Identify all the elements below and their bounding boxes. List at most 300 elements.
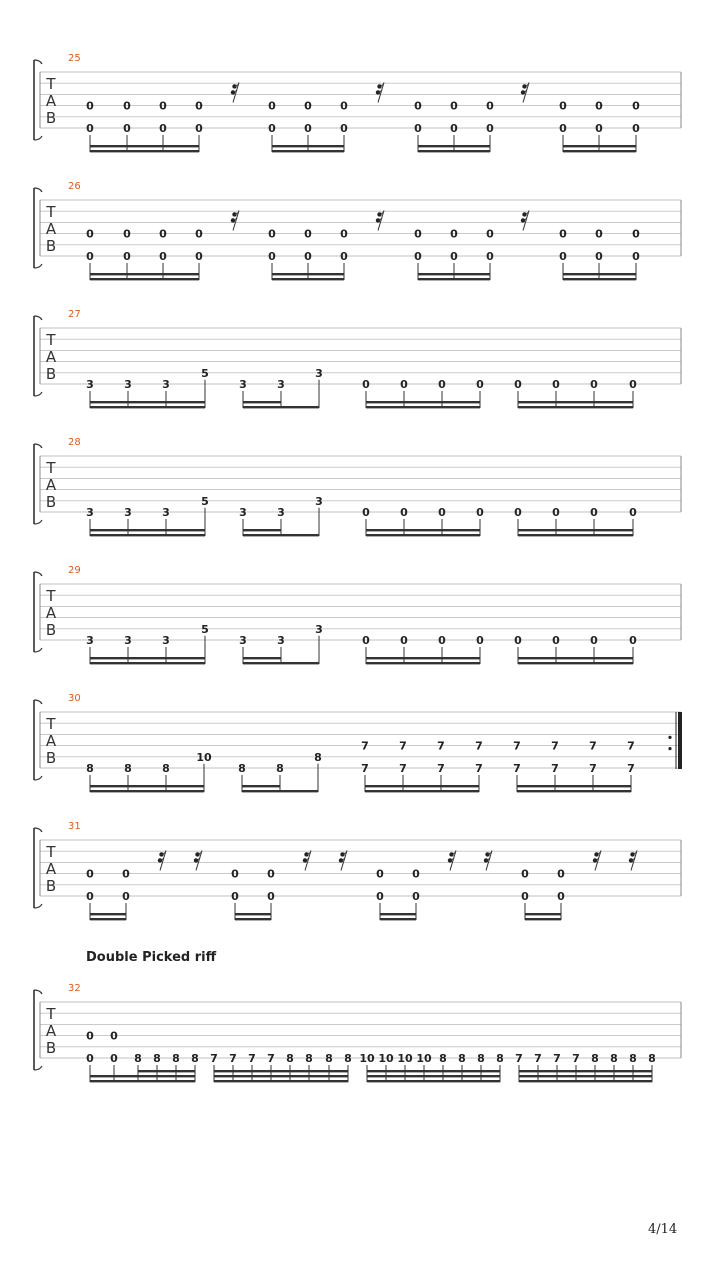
fret-number: 7: [627, 762, 635, 775]
fret-number: 0: [123, 122, 131, 135]
fret-number: 3: [277, 506, 285, 519]
tab-clef-letter: T: [46, 75, 56, 93]
tab-system-28: [34, 437, 681, 536]
fret-number: 3: [124, 634, 132, 647]
system-bracket-top: [34, 188, 42, 192]
fret-number: 0: [595, 122, 603, 135]
fret-number: 0: [340, 99, 348, 113]
fret-number: 8: [153, 1052, 161, 1065]
beam-primary: [243, 662, 319, 664]
beam-primary: [563, 150, 636, 152]
sixteenth-rest-icon: [521, 82, 529, 102]
beam-secondary: [90, 145, 199, 147]
fret-number: 0: [400, 378, 408, 391]
fret-number: 3: [239, 378, 247, 391]
measure-number: 29: [68, 565, 81, 576]
fret-number: 0: [595, 99, 603, 113]
fret-number: 0: [268, 99, 276, 113]
fret-number: 0: [590, 378, 598, 391]
fret-number: 0: [195, 122, 203, 135]
fret-number: 10: [378, 1052, 394, 1065]
fret-number: 0: [486, 250, 494, 263]
beam-secondary: [235, 913, 271, 915]
beam-primary: [214, 1080, 348, 1082]
section-label-double-picked-riff: Double Picked riff: [86, 950, 217, 965]
tab-clef-letter: A: [45, 92, 57, 110]
beam-secondary: [243, 529, 281, 531]
beam-primary: [380, 918, 416, 920]
beam-tertiary: [519, 1070, 652, 1072]
beam-secondary: [380, 913, 416, 915]
fret-number: 8: [276, 762, 284, 775]
fret-number: 0: [340, 122, 348, 135]
measure-number: 27: [68, 309, 81, 320]
fret-number: 0: [521, 867, 529, 881]
tab-clef-letter: B: [45, 109, 57, 127]
beam-primary: [418, 278, 490, 280]
measure-number: 30: [68, 693, 81, 704]
fret-number: 0: [632, 122, 640, 135]
fret-number: 0: [267, 867, 275, 881]
fret-number: 0: [86, 250, 94, 263]
fret-number: 7: [589, 762, 597, 775]
beam-primary: [366, 534, 480, 536]
fret-number: 0: [86, 227, 94, 241]
fret-number: 8: [124, 762, 132, 775]
beam-primary: [242, 790, 318, 792]
fret-number: 3: [315, 622, 323, 636]
fret-number: 8: [305, 1052, 313, 1065]
beam-secondary: [517, 785, 631, 787]
measure-number: 32: [68, 983, 81, 994]
fret-number: 0: [552, 634, 560, 647]
tab-clef-letter: T: [46, 843, 56, 861]
fret-number: 0: [412, 867, 420, 881]
fret-number: 0: [559, 122, 567, 135]
fret-number: 0: [632, 250, 640, 263]
fret-number: 0: [86, 867, 94, 881]
fret-number: 8: [86, 762, 94, 775]
system-bracket-bottom: [34, 520, 42, 524]
fret-number: 3: [277, 378, 285, 391]
beam-secondary: [272, 145, 344, 147]
fret-number: 0: [486, 122, 494, 135]
fret-number: 0: [110, 1052, 118, 1065]
tab-clef-icon: [45, 459, 56, 511]
fret-number: 7: [229, 1052, 237, 1065]
fret-number: 0: [122, 890, 130, 903]
fret-number: 8: [439, 1052, 447, 1065]
measure-number: 31: [68, 821, 81, 832]
tab-clef-letter: T: [46, 331, 56, 349]
fret-number: 0: [595, 227, 603, 241]
beam-primary: [243, 406, 319, 408]
fret-number: 0: [559, 227, 567, 241]
fret-number: 8: [191, 1052, 199, 1065]
tab-clef-letter: A: [45, 220, 57, 238]
fret-number: 0: [632, 227, 640, 241]
beam-primary: [90, 790, 204, 792]
repeat-dot: [668, 736, 671, 739]
system-bracket-bottom: [34, 904, 42, 908]
tab-clef-icon: [45, 203, 56, 255]
fret-number: 0: [476, 634, 484, 647]
beam-primary: [90, 534, 205, 536]
fret-number: 3: [315, 366, 323, 380]
fret-number: 10: [196, 750, 212, 764]
fret-number: 0: [304, 99, 312, 113]
fret-number: 3: [86, 506, 94, 519]
fret-number: 8: [458, 1052, 466, 1065]
tab-clef-letter: T: [46, 715, 56, 733]
sixteenth-rest-icon: [484, 850, 492, 870]
fret-number: 0: [376, 867, 384, 881]
fret-number: 7: [627, 739, 635, 753]
fret-number: 0: [304, 227, 312, 241]
sixteenth-rest-icon: [629, 850, 637, 870]
beam-tertiary: [367, 1070, 500, 1072]
system-bracket-bottom: [34, 136, 42, 140]
beam-secondary: [90, 273, 199, 275]
fret-number: 0: [340, 250, 348, 263]
fret-number: 0: [376, 890, 384, 903]
fret-number: 7: [513, 762, 521, 775]
beam-primary: [525, 918, 561, 920]
fret-number: 0: [521, 890, 529, 903]
fret-number: 8: [648, 1052, 656, 1065]
beam-primary: [243, 534, 319, 536]
fret-number: 0: [86, 99, 94, 113]
tab-system-25: [34, 53, 681, 152]
fret-number: 7: [399, 762, 407, 775]
fret-number: 10: [416, 1052, 432, 1065]
fret-number: 0: [86, 1052, 94, 1065]
fret-number: 0: [450, 227, 458, 241]
fret-number: 0: [438, 634, 446, 647]
tab-clef-letter: A: [45, 732, 57, 750]
tab-clef-letter: B: [45, 749, 57, 767]
fret-number: 0: [557, 890, 565, 903]
tab-clef-icon: [45, 715, 56, 767]
beam-primary: [418, 150, 490, 152]
beam-secondary: [418, 145, 490, 147]
beam-primary: [90, 150, 199, 152]
fret-number: 0: [231, 867, 239, 881]
tab-clef-letter: B: [45, 621, 57, 639]
tab-clef-letter: A: [45, 860, 57, 878]
fret-number: 0: [514, 378, 522, 391]
tab-clef-icon: [45, 587, 56, 639]
beam-secondary: [525, 913, 561, 915]
fret-number: 0: [110, 1029, 118, 1043]
beam-primary: [90, 662, 205, 664]
beam-secondary: [272, 273, 344, 275]
beam-secondary: [518, 657, 633, 659]
fret-number: 0: [486, 227, 494, 241]
tab-system-29: [34, 565, 681, 664]
beam-primary: [563, 278, 636, 280]
tab-clef-letter: B: [45, 877, 57, 895]
fret-number: 0: [629, 506, 637, 519]
beam-primary: [90, 278, 199, 280]
fret-number: 7: [475, 762, 483, 775]
beam-tertiary: [214, 1070, 348, 1072]
fret-number: 0: [195, 99, 203, 113]
fret-number: 0: [340, 227, 348, 241]
sixteenth-rest-icon: [231, 82, 239, 102]
tab-clef-letter: T: [46, 587, 56, 605]
fret-number: 3: [124, 506, 132, 519]
sixteenth-rest-icon: [194, 850, 202, 870]
tab-clef-letter: T: [46, 1005, 56, 1023]
fret-number: 0: [362, 634, 370, 647]
fret-number: 7: [267, 1052, 275, 1065]
fret-number: 5: [201, 622, 209, 636]
fret-number: 5: [201, 366, 209, 380]
tab-clef-letter: A: [45, 1022, 57, 1040]
system-bracket-top: [34, 700, 42, 704]
fret-number: 0: [304, 250, 312, 263]
beam-secondary: [518, 529, 633, 531]
measure-number: 26: [68, 181, 81, 192]
fret-number: 3: [162, 378, 170, 391]
fret-number: 0: [514, 634, 522, 647]
tab-clef-letter: B: [45, 237, 57, 255]
beam-secondary: [90, 401, 205, 403]
fret-number: 7: [553, 1052, 561, 1065]
fret-number: 0: [268, 250, 276, 263]
fret-number: 0: [414, 99, 422, 113]
fret-number: 7: [399, 739, 407, 753]
beam-secondary: [367, 1075, 500, 1077]
fret-number: 3: [162, 634, 170, 647]
fret-number: 0: [123, 250, 131, 263]
tab-clef-letter: B: [45, 493, 57, 511]
fret-number: 0: [159, 99, 167, 113]
fret-number: 0: [629, 634, 637, 647]
fret-number: 7: [515, 1052, 523, 1065]
fret-number: 7: [513, 739, 521, 753]
beam-secondary: [418, 273, 490, 275]
fret-number: 3: [315, 494, 323, 508]
beam-secondary: [243, 401, 281, 403]
fret-number: 8: [162, 762, 170, 775]
fret-number: 0: [438, 506, 446, 519]
beam-secondary: [90, 1075, 195, 1077]
beam-primary: [272, 278, 344, 280]
fret-number: 3: [239, 634, 247, 647]
system-bracket-top: [34, 990, 42, 994]
beam-primary: [90, 406, 205, 408]
fret-number: 0: [414, 122, 422, 135]
fret-number: 0: [450, 122, 458, 135]
beam-primary: [518, 534, 633, 536]
sixteenth-rest-icon: [376, 82, 384, 102]
sixteenth-rest-icon: [593, 850, 601, 870]
system-bracket-bottom: [34, 264, 42, 268]
fret-number: 3: [162, 506, 170, 519]
tab-clef-letter: T: [46, 459, 56, 477]
fret-number: 7: [361, 762, 369, 775]
beam-primary: [90, 918, 126, 920]
fret-number: 0: [414, 227, 422, 241]
fret-number: 0: [159, 227, 167, 241]
tab-clef-icon: [45, 331, 56, 383]
beam-secondary: [366, 657, 480, 659]
beam-primary: [272, 150, 344, 152]
beam-primary: [517, 790, 631, 792]
fret-number: 8: [172, 1052, 180, 1065]
beam-secondary: [90, 785, 204, 787]
fret-number: 5: [201, 494, 209, 508]
beam-primary: [519, 1080, 652, 1082]
beam-tertiary: [138, 1070, 195, 1072]
sixteenth-rest-icon: [339, 850, 347, 870]
sixteenth-rest-icon: [376, 210, 384, 230]
fret-number: 0: [304, 122, 312, 135]
beam-primary: [366, 662, 480, 664]
tab-clef-letter: T: [46, 203, 56, 221]
fret-number: 8: [134, 1052, 142, 1065]
tab-system-31: [34, 821, 681, 920]
measure-number: 28: [68, 437, 81, 448]
beam-primary: [367, 1080, 500, 1082]
fret-number: 7: [361, 739, 369, 753]
fret-number: 10: [397, 1052, 413, 1065]
fret-number: 7: [572, 1052, 580, 1065]
tab-clef-letter: B: [45, 365, 57, 383]
fret-number: 0: [632, 99, 640, 113]
repeat-thick-barline: [678, 712, 682, 769]
fret-number: 8: [591, 1052, 599, 1065]
fret-number: 0: [123, 99, 131, 113]
fret-number: 0: [268, 122, 276, 135]
fret-number: 8: [286, 1052, 294, 1065]
tab-system-30: [34, 693, 682, 792]
fret-number: 0: [362, 378, 370, 391]
fret-number: 0: [629, 378, 637, 391]
tab-clef-icon: [45, 75, 56, 127]
beam-secondary: [519, 1075, 652, 1077]
fret-number: 0: [159, 250, 167, 263]
fret-number: 3: [86, 378, 94, 391]
fret-number: 3: [239, 506, 247, 519]
beam-primary: [365, 790, 479, 792]
fret-number: 0: [590, 506, 598, 519]
fret-number: 0: [450, 250, 458, 263]
beam-primary: [235, 918, 271, 920]
fret-number: 8: [314, 750, 322, 764]
fret-number: 0: [122, 867, 130, 881]
beam-secondary: [365, 785, 479, 787]
fret-number: 0: [486, 99, 494, 113]
tab-system-26: [34, 181, 681, 280]
fret-number: 0: [195, 250, 203, 263]
tab-clef-icon: [45, 1005, 56, 1057]
fret-number: 0: [514, 506, 522, 519]
fret-number: 0: [557, 867, 565, 881]
tab-clef-letter: A: [45, 348, 57, 366]
fret-number: 7: [589, 739, 597, 753]
fret-number: 0: [159, 122, 167, 135]
fret-number: 0: [123, 227, 131, 241]
tab-clef-icon: [45, 843, 56, 895]
fret-number: 0: [86, 890, 94, 903]
sixteenth-rest-icon: [303, 850, 311, 870]
fret-number: 0: [595, 250, 603, 263]
beam-primary: [518, 662, 633, 664]
beam-primary: [366, 406, 480, 408]
fret-number: 0: [412, 890, 420, 903]
beam-secondary: [243, 657, 281, 659]
fret-number: 7: [437, 739, 445, 753]
fret-number: 0: [86, 122, 94, 135]
tab-clef-letter: B: [45, 1039, 57, 1057]
beam-secondary: [90, 529, 205, 531]
fret-number: 0: [559, 99, 567, 113]
fret-number: 0: [559, 250, 567, 263]
system-bracket-top: [34, 316, 42, 320]
fret-number: 0: [414, 250, 422, 263]
beam-secondary: [563, 145, 636, 147]
beam-primary: [518, 406, 633, 408]
system-bracket-top: [34, 60, 42, 64]
fret-number: 0: [231, 890, 239, 903]
beam-secondary: [90, 657, 205, 659]
fret-number: 0: [476, 506, 484, 519]
tab-system-27: [34, 309, 681, 408]
fret-number: 8: [325, 1052, 333, 1065]
fret-number: 7: [475, 739, 483, 753]
beam-secondary: [518, 401, 633, 403]
sixteenth-rest-icon: [521, 210, 529, 230]
fret-number: 8: [610, 1052, 618, 1065]
tab-clef-letter: A: [45, 604, 57, 622]
fret-number: 3: [277, 634, 285, 647]
measure-number: 25: [68, 53, 81, 64]
fret-number: 3: [86, 634, 94, 647]
fret-number: 0: [552, 506, 560, 519]
fret-number: 8: [629, 1052, 637, 1065]
page-number: 4/14: [648, 1222, 678, 1237]
fret-number: 7: [210, 1052, 218, 1065]
fret-number: 0: [476, 378, 484, 391]
tab-clef-letter: A: [45, 476, 57, 494]
fret-number: 7: [437, 762, 445, 775]
fret-number: 0: [400, 506, 408, 519]
system-bracket-bottom: [34, 1066, 42, 1070]
fret-number: 7: [534, 1052, 542, 1065]
fret-number: 3: [124, 378, 132, 391]
fret-number: 0: [590, 634, 598, 647]
sixteenth-rest-icon: [158, 850, 166, 870]
fret-number: 0: [268, 227, 276, 241]
fret-number: 8: [496, 1052, 504, 1065]
beam-secondary: [90, 913, 126, 915]
beam-secondary: [366, 529, 480, 531]
system-bracket-bottom: [34, 776, 42, 780]
fret-number: 7: [248, 1052, 256, 1065]
fret-number: 7: [551, 762, 559, 775]
fret-number: 8: [344, 1052, 352, 1065]
fret-number: 10: [359, 1052, 375, 1065]
tab-system-32: [34, 983, 681, 1082]
system-bracket-bottom: [34, 648, 42, 652]
beam-secondary: [366, 401, 480, 403]
repeat-dot: [668, 747, 671, 750]
fret-number: 7: [551, 739, 559, 753]
beam-secondary: [242, 785, 280, 787]
